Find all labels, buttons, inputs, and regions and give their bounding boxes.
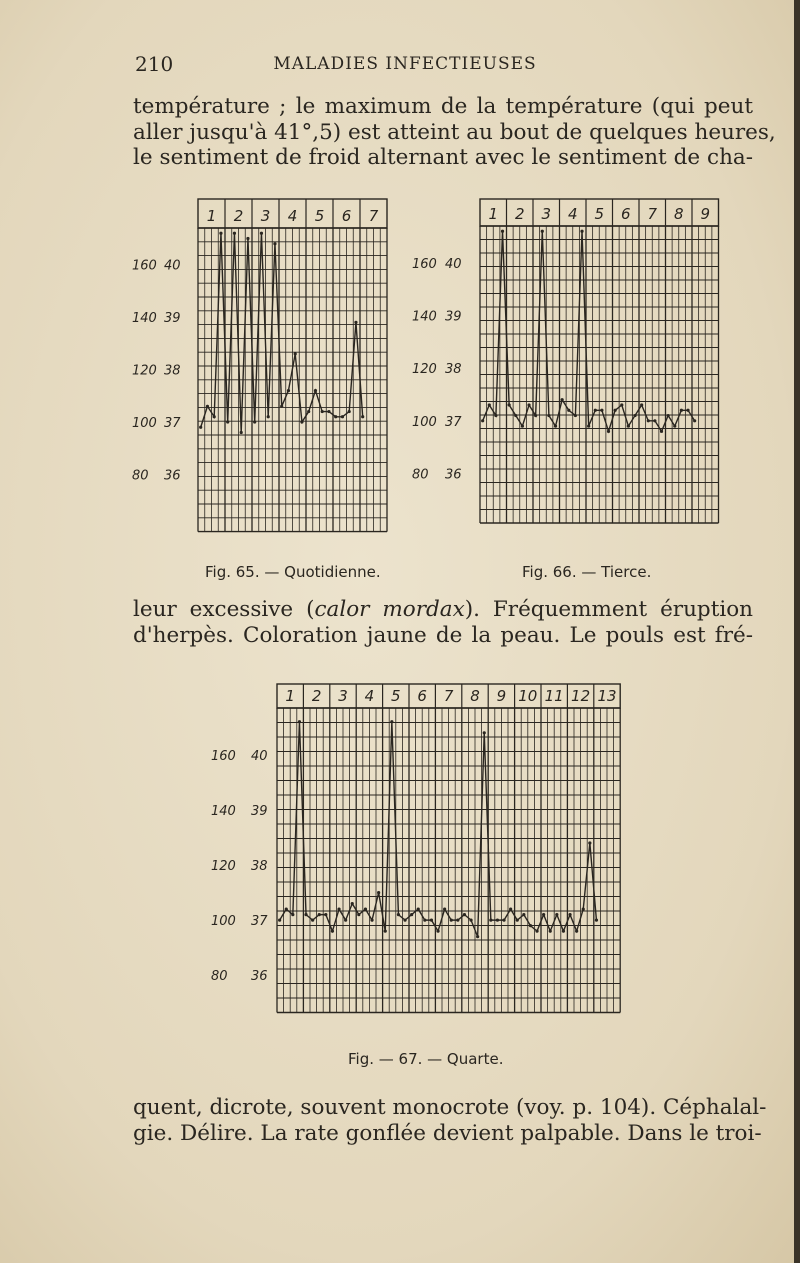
data-point — [219, 232, 222, 235]
day-label: 8 — [673, 205, 684, 223]
data-point — [294, 352, 297, 355]
day-label: 13 — [597, 687, 617, 705]
data-point — [620, 403, 623, 406]
day-label: 1 — [285, 687, 295, 705]
text-line: quent, dicrote, souvent monocrote (voy. p. 104). Céphalal- — [133, 1095, 767, 1120]
temperature-curve — [280, 722, 597, 937]
data-point — [547, 414, 550, 417]
data-point — [463, 913, 466, 916]
data-point — [213, 415, 216, 418]
day-label: 9 — [496, 687, 507, 705]
data-point — [298, 720, 301, 723]
paragraph-middle — [133, 597, 753, 648]
data-point — [600, 409, 603, 412]
paragraph-intro — [133, 94, 776, 171]
data-point — [384, 930, 387, 933]
data-point — [667, 414, 670, 417]
pulse-label: 120 — [132, 363, 157, 379]
data-point — [660, 430, 663, 433]
data-point — [535, 930, 538, 933]
day-label: 7 — [647, 205, 658, 223]
data-point — [403, 919, 406, 922]
pulse-label: 80 — [132, 468, 149, 484]
pulse-label: 100 — [211, 914, 236, 930]
data-point — [443, 908, 446, 911]
data-point — [686, 409, 689, 412]
data-point — [469, 919, 472, 922]
data-point — [304, 913, 307, 916]
data-point — [562, 930, 565, 933]
data-point — [364, 908, 367, 911]
data-point — [693, 419, 696, 422]
paragraph-end — [133, 1095, 767, 1146]
data-point — [436, 930, 439, 933]
data-point — [514, 414, 517, 417]
data-point — [327, 410, 330, 413]
pulse-label: 120 — [211, 859, 236, 875]
text-line — [133, 597, 753, 623]
data-point — [314, 389, 317, 392]
data-point — [417, 908, 420, 911]
temp-label: 38 — [445, 362, 462, 378]
data-point — [348, 410, 351, 413]
data-point — [574, 414, 577, 417]
data-point — [575, 930, 578, 933]
text-segment: ). Fréquemment éruption — [464, 597, 753, 622]
data-point — [410, 913, 413, 916]
data-point — [653, 419, 656, 422]
data-point — [450, 919, 453, 922]
data-point — [430, 919, 433, 922]
day-label: 3 — [260, 207, 271, 225]
pulse-label: 100 — [132, 416, 157, 432]
data-point — [456, 919, 459, 922]
data-point — [567, 409, 570, 412]
data-point — [397, 913, 400, 916]
data-point — [527, 403, 530, 406]
data-point — [501, 230, 504, 233]
data-point — [582, 908, 585, 911]
temp-label: 40 — [445, 256, 462, 272]
data-point — [267, 415, 270, 418]
temp-label: 39 — [251, 803, 268, 819]
data-point — [318, 913, 321, 916]
temp-label: 37 — [164, 416, 181, 432]
data-point — [594, 409, 597, 412]
data-point — [542, 913, 545, 916]
pulse-label: 160 — [132, 258, 157, 274]
data-point — [354, 321, 357, 324]
caption-fig66: Fig. 66. — Tierce. — [522, 563, 652, 581]
pulse-label: 120 — [412, 362, 437, 378]
caption-fig65: Fig. 65. — Quotidienne. — [205, 563, 381, 581]
data-point — [344, 919, 347, 922]
emphasis-latin: calor mordax — [314, 597, 465, 622]
day-label: 9 — [700, 205, 711, 223]
chart-fig65-quotidienne — [130, 185, 400, 545]
temp-label: 40 — [164, 258, 181, 274]
data-point — [541, 230, 544, 233]
data-point — [587, 424, 590, 427]
day-label: 12 — [571, 687, 591, 705]
temp-label: 37 — [251, 914, 268, 930]
data-point — [561, 398, 564, 401]
data-point — [334, 415, 337, 418]
temp-label: 38 — [164, 363, 181, 379]
data-point — [508, 403, 511, 406]
data-point — [673, 424, 676, 427]
data-point — [361, 415, 364, 418]
data-point — [647, 419, 650, 422]
data-point — [390, 720, 393, 723]
data-point — [307, 410, 310, 413]
day-label: 8 — [470, 687, 480, 705]
day-label: 2 — [311, 687, 322, 705]
data-point — [260, 232, 263, 235]
data-point — [595, 919, 598, 922]
day-label: 5 — [391, 687, 401, 705]
data-point — [280, 405, 283, 408]
data-point — [240, 431, 243, 434]
text-line: d'herpès. Coloration jaune de la peau. Le pouls est fré- — [133, 622, 753, 648]
pulse-label: 80 — [211, 969, 228, 985]
caption-fig67: Fig. — 67. — Quarte. — [348, 1050, 504, 1068]
data-point — [627, 424, 630, 427]
chart-fig67-quarte — [205, 678, 655, 1033]
data-point — [331, 930, 334, 933]
day-label: 3 — [541, 205, 552, 223]
text-line: aller jusqu'à 41°,5) est atteint au bout de quelques heures, — [133, 119, 776, 145]
data-point — [502, 919, 505, 922]
text-segment: leur excessive ( — [133, 597, 315, 622]
data-point — [324, 913, 327, 916]
day-label: 4 — [287, 207, 298, 225]
text-line: température ; le maximum de la température (qui peut — [133, 94, 753, 119]
day-label: 1 — [206, 207, 217, 225]
day-label: 6 — [341, 207, 352, 225]
pulse-label: 160 — [211, 748, 236, 764]
day-label: 7 — [368, 207, 379, 225]
data-point — [580, 230, 583, 233]
data-point — [614, 409, 617, 412]
day-label: 11 — [544, 687, 564, 705]
text-line: le sentiment de froid alternant avec le sentiment de cha- — [133, 145, 753, 170]
page-header — [0, 52, 800, 78]
data-point — [311, 919, 314, 922]
data-point — [554, 424, 557, 427]
data-point — [483, 731, 486, 734]
day-label: 6 — [620, 205, 631, 223]
data-point — [534, 414, 537, 417]
data-point — [370, 919, 373, 922]
chart-fig66-tierce — [410, 185, 740, 545]
data-point — [226, 420, 229, 423]
data-point — [291, 913, 294, 916]
data-point — [607, 430, 610, 433]
data-point — [640, 403, 643, 406]
pulse-label: 140 — [412, 309, 437, 325]
temp-label: 36 — [251, 969, 268, 985]
data-point — [285, 908, 288, 911]
data-point — [337, 908, 340, 911]
temp-label: 36 — [164, 468, 181, 484]
data-point — [341, 415, 344, 418]
data-point — [321, 410, 324, 413]
temp-label: 39 — [164, 311, 181, 327]
day-label: 4 — [567, 205, 578, 223]
day-label: 1 — [488, 205, 499, 223]
data-point — [494, 414, 497, 417]
data-point — [233, 232, 236, 235]
data-point — [633, 414, 636, 417]
data-point — [273, 242, 276, 245]
day-label: 7 — [443, 687, 454, 705]
data-point — [253, 420, 256, 423]
data-point — [199, 426, 202, 429]
pulse-label: 140 — [132, 311, 157, 327]
data-point — [351, 902, 354, 905]
data-point — [357, 913, 360, 916]
text-line: gie. Délire. La rate gonflée devient palpable. Dans le troi- — [133, 1120, 762, 1146]
data-point — [588, 841, 591, 844]
data-point — [680, 409, 683, 412]
temp-label: 36 — [445, 467, 462, 483]
running-title: MALADIES INFECTIEUSES — [273, 54, 537, 74]
data-point — [549, 930, 552, 933]
data-point — [287, 389, 290, 392]
pulse-label: 140 — [211, 803, 236, 819]
day-label: 6 — [417, 687, 427, 705]
data-point — [278, 919, 281, 922]
temp-label: 37 — [445, 414, 462, 430]
data-point — [509, 908, 512, 911]
day-label: 3 — [338, 687, 348, 705]
data-point — [522, 913, 525, 916]
temp-label: 38 — [251, 859, 268, 875]
page-edge-shadow — [794, 0, 800, 1263]
data-point — [476, 935, 479, 938]
data-point — [496, 919, 499, 922]
data-point — [529, 924, 532, 927]
data-point — [488, 403, 491, 406]
day-label: 4 — [364, 687, 375, 705]
data-point — [300, 420, 303, 423]
temp-label: 39 — [445, 309, 462, 325]
pulse-label: 80 — [412, 467, 429, 483]
data-point — [206, 405, 209, 408]
day-label: 2 — [233, 207, 244, 225]
data-point — [516, 919, 519, 922]
data-point — [555, 913, 558, 916]
data-point — [481, 419, 484, 422]
day-label: 10 — [518, 687, 538, 705]
data-point — [568, 913, 571, 916]
day-label: 2 — [514, 205, 525, 223]
pulse-label: 160 — [412, 256, 437, 272]
day-label: 5 — [594, 205, 605, 223]
data-point — [423, 919, 426, 922]
pulse-label: 100 — [412, 414, 437, 430]
data-point — [489, 919, 492, 922]
data-point — [521, 424, 524, 427]
temp-label: 40 — [251, 748, 268, 764]
page-number: 210 — [135, 52, 174, 76]
day-label: 5 — [314, 207, 325, 225]
data-point — [377, 891, 380, 894]
data-point — [246, 237, 249, 240]
